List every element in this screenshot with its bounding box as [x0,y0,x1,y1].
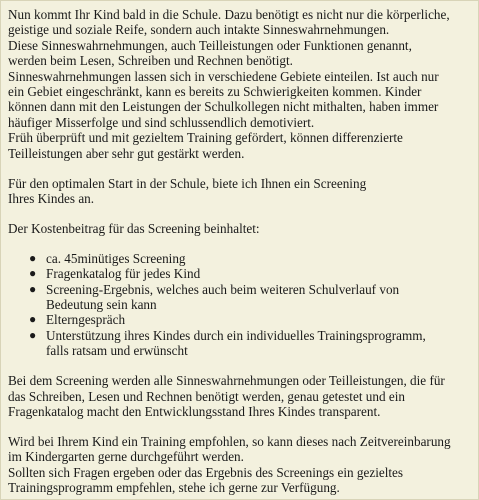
text-line: werden beim Lesen, Schreiben und Rechnen benötigt. [8,53,293,69]
text-line: Trainingsprogramm empfehlen, stehe ich gerne zur Verfügung. [8,480,340,496]
cost-item-list [8,251,470,359]
text-line: Fragenkatalog macht den Entwicklungsstand Ihres Kindes transparent. [8,403,381,419]
bullet-icon: ● [29,281,37,296]
bullet-icon: ● [29,327,37,342]
text-line: Diese Sinneswahrnehmungen, auch Teilleistungen oder Funktionen genannt, [8,37,412,53]
list-item-text: falls ratsam und erwünscht [46,343,188,359]
text-line: das Schreiben, Lesen und Rechnen benötigt werden, genau getestet und ein [8,388,405,404]
list-item [29,312,470,328]
text-line: Früh überprüft und mit gezieltem Training gefördert, können differenzierte [8,130,403,146]
text-line: Für den optimalen Start in der Schule, biete ich Ihnen ein Screening [8,175,367,191]
screening-paragraph [8,373,470,419]
closing-paragraph [8,434,470,496]
bullet-icon: ● [29,250,37,265]
list-item-text: Unterstützung ihres Kindes durch ein individuelles Trainingsprogramm, [46,327,426,343]
list-item [29,327,470,359]
text-line: Sollten sich Fragen ergeben oder das Ergebnis des Screenings ein gezieltes [8,464,404,480]
offer-paragraph [8,176,470,207]
bullet-icon: ● [29,266,37,281]
bullet-icon: ● [29,312,37,327]
text-line: häufiger Misserfolge und sind schlussendlich demotiviert. [8,114,315,130]
list-item-text: Elterngespräch [46,312,126,328]
list-item-text: ca. 45minütiges Screening [46,250,186,266]
list-item [29,266,470,282]
list-item [29,281,470,313]
intro-paragraph [8,7,470,161]
list-item-text: Screening-Ergebnis, welches auch beim weiteren Schulverlauf von [46,281,400,297]
text-line: können dann mit den Leistungen der Schulkollegen nicht mithalten, haben immer [8,99,439,115]
text-line: geistige und soziale Reife, sondern auch intakte Sinneswahrnehmungen. [8,22,390,38]
text-line: im Kindergarten gerne durchgeführt werden. [8,449,244,465]
text-line: Teilleistungen aber sehr gut gestärkt werden. [8,145,245,161]
list-item-text: Bedeutung sein kann [46,297,157,312]
text-line: Sinneswahrnehmungen lassen sich in verschiedene Gebiete einteilen. Ist auch nur [8,68,439,84]
list-item [29,250,470,266]
list-item-text: Fragenkatalog für jedes Kind [46,266,201,282]
text-line: Bei dem Screening werden alle Sinneswahrnehmungen oder Teilleistungen, die für [8,373,445,389]
text-line: Nun kommt Ihr Kind bald in die Schule. Dazu benötigt es nicht nur die körperliche, [8,7,450,22]
text-line: Ihres Kindes an. [8,190,95,206]
text-line: ein Gebiet eingeschränkt, kann es bereits zu Schwierigkeiten kommen. Kinder [8,84,422,100]
text-line: Wird bei Ihrem Kind ein Training empfohlen, so kann dieses nach Zeitvereinbarung [8,433,451,449]
cost-heading: Der Kostenbeitrag für das Screening beinhaltet: [8,220,260,236]
